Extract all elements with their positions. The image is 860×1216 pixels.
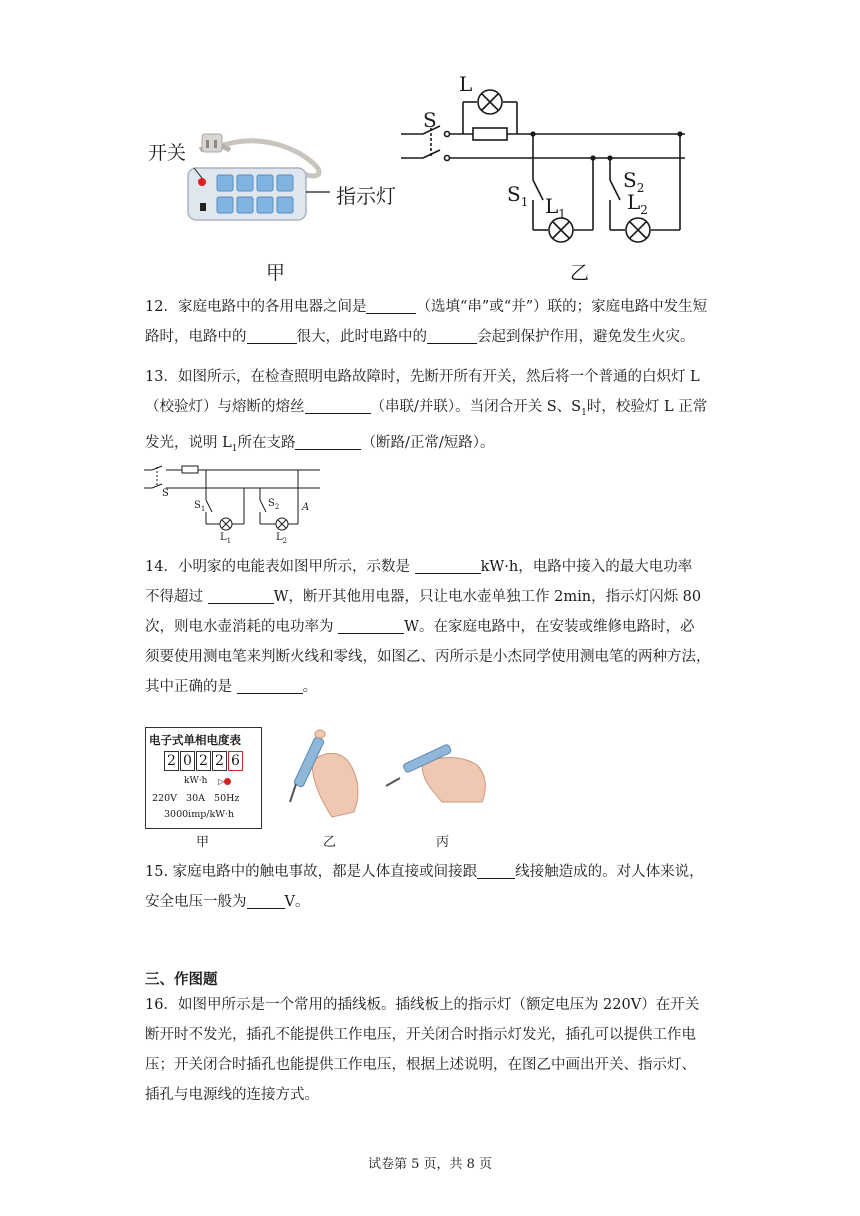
meter-imp: 3000imp/kW·h (164, 809, 235, 820)
power-strip-figure (140, 120, 420, 280)
q14-blank-3[interactable] (338, 619, 404, 634)
question-15 (145, 857, 725, 917)
tester-caption-yi: 乙 (323, 835, 337, 850)
meter-caption-jia: 甲 (196, 835, 210, 850)
figure-caption-yi-top: 乙 (570, 262, 590, 284)
q16-line-4: 插孔与电源线的连接方式。 (145, 1087, 319, 1103)
meter-digit: 2 (212, 751, 227, 771)
meter-title: 电子式单相电度表 (149, 733, 241, 747)
hand-holding-tester-pen-yi (282, 722, 372, 822)
energy-meter (145, 727, 262, 829)
q13-line-2: （校验灯）与熔断的熔丝 （串联/并联）。当闭合开关 S、$S_1$时，校验灯 L 正常 (145, 399, 708, 418)
label-L1: $L_1$ (545, 194, 566, 221)
hand-holding-tester-pen-bing (382, 740, 492, 810)
q13-blank-1[interactable] (305, 399, 371, 414)
q14-blank-2[interactable] (208, 589, 274, 604)
q15-line-2: 安全电压一般为 V。 (145, 894, 310, 910)
q13-label-S1: $S_1$ (194, 500, 206, 513)
label-S: S (423, 108, 437, 132)
q14-blank-1[interactable] (415, 559, 481, 574)
circuit-diagram-top (395, 70, 695, 280)
label-S1: $S_1$ (507, 182, 529, 209)
meter-specs: 220V 30A 50Hz (152, 793, 240, 804)
q14-line-4: 须要使用测电笔来判断火线和零线，如图乙、丙所示是小杰同学使用测电笔的两种方法， (145, 649, 711, 665)
figure-caption-jia-top: 甲 (266, 262, 286, 284)
question-14 (145, 552, 725, 702)
label-L: L (459, 72, 473, 96)
q12-line-1: 12．家庭电路中的各用电器之间是 （选填“串”或“并”）联的；家庭电路中发生短 (145, 299, 708, 315)
q15-blank-2[interactable] (247, 894, 285, 909)
q14-line-3: 次，则电水壶消耗的电功率为 W。在家庭电路中，在安装或维修电路时，必 (145, 619, 695, 635)
meter-indicator-icon: ▷ (218, 777, 231, 786)
q14-line-2: 不得超过 W，断开其他用电器，只让电水壶单独工作 2min，指示灯闪烁 80 (145, 589, 702, 605)
meter-digits (164, 751, 243, 771)
q13-line-3: 发光，说明 $L_1$所在支路 （断路/正常/短路）。 (145, 434, 495, 454)
q16-line-3: 压；开关闭合时插孔也能提供工作电压，根据上述说明，在图乙中画出开关、指示灯、 (145, 1057, 696, 1073)
q13-label-S: S (162, 488, 169, 499)
question-13 (145, 362, 725, 464)
tester-caption-bing: 丙 (436, 835, 450, 850)
question-12 (145, 292, 725, 352)
label-S2: $S_2$ (623, 168, 645, 195)
tester-pen-figure-yi (282, 722, 372, 822)
q15-line-1: 15. 家庭电路中的触电事故，都是人体直接或间接跟 线接触造成的。对人体来说， (145, 864, 704, 880)
q13-label-S2: $S_2$ (268, 498, 280, 511)
q14-blank-4[interactable] (237, 679, 303, 694)
circuit-figure-top (395, 70, 695, 280)
q13-line-1: 13．如图所示，在检查照明电路故障时，先断开所有开关，然后将一个普通的白炽灯 L (145, 369, 700, 385)
q14-line-5: 其中正确的是 。 (145, 679, 318, 695)
meter-digit: 0 (180, 751, 195, 771)
q13-label-A: A (302, 502, 310, 513)
q13-label-L2: $L_2$ (276, 532, 288, 545)
q13-blank-2[interactable] (295, 435, 361, 450)
q14-line-1: 14．小明家的电能表如图甲所示，示数是 kW·h，电路中接入的最大电功率 (145, 559, 693, 575)
q16-line-1: 16．如图甲所示是一个常用的插线板。插线板上的指示灯（额定电压为 220V）在开关 (145, 997, 700, 1013)
q13-circuit-diagram (140, 458, 325, 550)
section-title-drawing: 三、作图题 (145, 971, 218, 988)
q12-blank-1[interactable] (366, 299, 416, 314)
tester-pen-figure-bing (382, 740, 492, 810)
meter-digit: 2 (164, 751, 179, 771)
q12-line-2: 路时，电路中的 很大，此时电路中的 会起到保护作用，避免发生火灾。 (145, 329, 695, 345)
meter-unit: kW·h (184, 776, 208, 786)
switch-label: 开关 (148, 142, 187, 164)
q15-blank-1[interactable] (477, 864, 515, 879)
meter-digit: 2 (196, 751, 211, 771)
label-L2: $L_2$ (627, 190, 648, 217)
q16-line-2: 断开时不发光，插孔不能提供工作电压，开关闭合时指示灯发光，插孔可以提供工作电 (145, 1027, 696, 1043)
meter-digit-decimal: 6 (228, 751, 243, 771)
question-16 (145, 990, 725, 1110)
q13-label-L1: $L_1$ (220, 532, 232, 545)
q12-blank-2[interactable] (247, 329, 297, 344)
q13-circuit-figure (140, 458, 325, 550)
q12-blank-3[interactable] (427, 329, 477, 344)
indicator-label: 指示灯 (336, 184, 396, 208)
page-footer: 试卷第 5 页，共 8 页 (367, 1157, 493, 1172)
